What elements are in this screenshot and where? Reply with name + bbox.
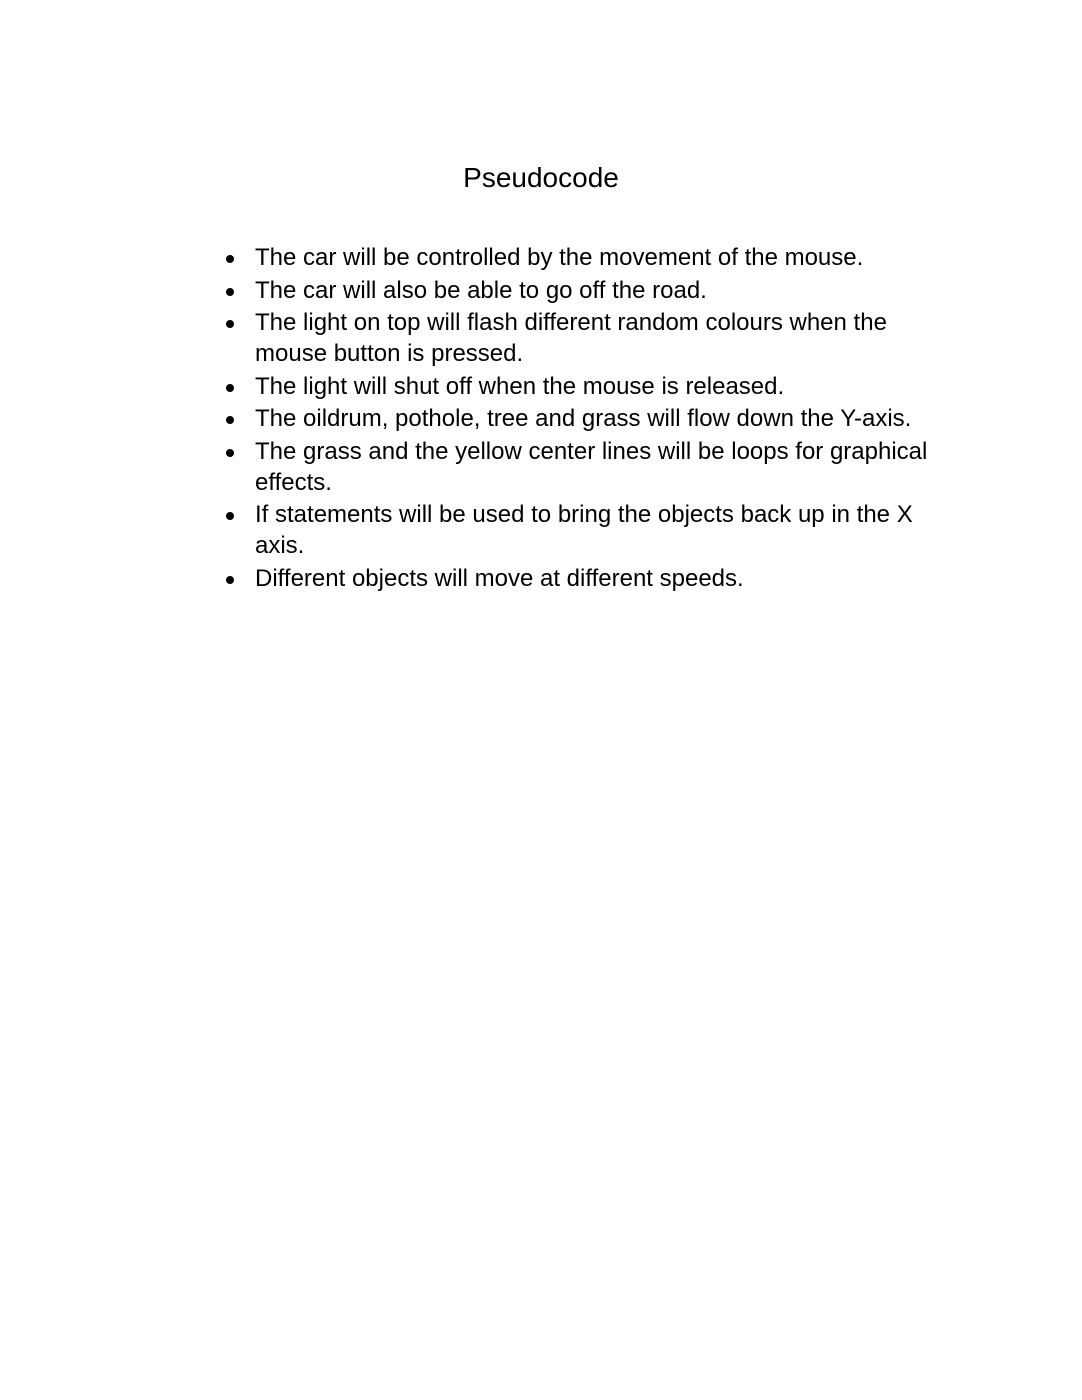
list-item-text: The oildrum, pothole, tree and grass will flow down the Y-axis.	[255, 405, 912, 432]
list-item	[222, 563, 962, 594]
page-title: Pseudocode	[463, 162, 619, 193]
list-item	[222, 499, 962, 561]
bullet-icon	[226, 576, 234, 584]
list-item-text: The car will also be able to go off the road.	[255, 276, 707, 304]
bullet-icon	[226, 416, 234, 424]
list-item	[222, 371, 962, 402]
list-item-text: If statements will be used to bring the objects back up in the X axis.	[255, 501, 913, 559]
list-item	[222, 307, 962, 369]
list-item-text: The grass and the yellow center lines will be loops for graphical effects.	[255, 437, 928, 496]
list-item-text: Different objects will move at different speeds.	[255, 564, 744, 592]
bullet-list	[222, 242, 962, 595]
bullet-icon	[226, 449, 234, 457]
bullet-icon	[226, 320, 234, 328]
list-item	[222, 242, 962, 273]
list-item	[222, 275, 962, 306]
list-item	[222, 403, 962, 434]
bullet-icon	[226, 512, 234, 520]
list-item-text: The car will be controlled by the movement of the mouse.	[255, 244, 864, 271]
bullet-icon	[226, 255, 234, 263]
list-item-text: The light on top will flash different random colours when the mouse button is pressed.	[255, 309, 887, 367]
bullet-icon	[226, 288, 234, 296]
bullet-icon	[226, 384, 234, 392]
list-item-text: The light will shut off when the mouse is released.	[255, 372, 785, 400]
list-item	[222, 436, 962, 498]
